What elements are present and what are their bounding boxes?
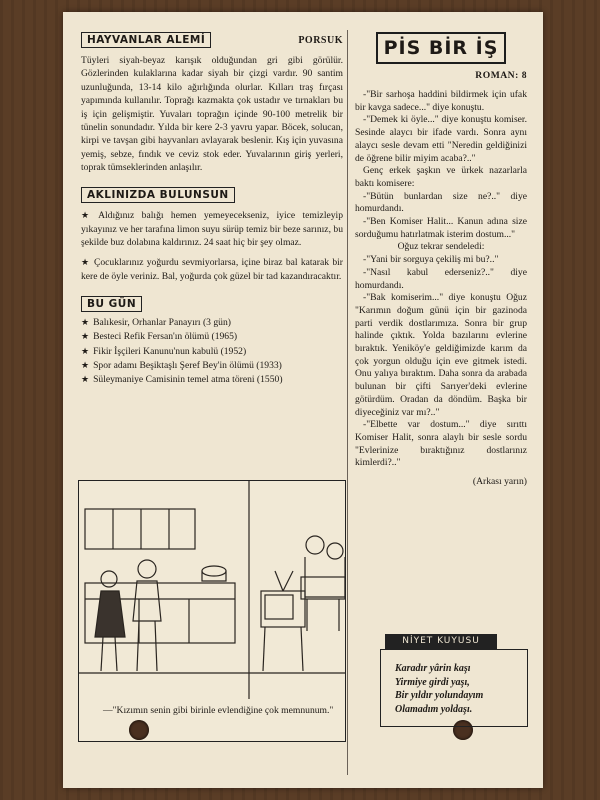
aklinizda-item: ★ Aldığınız balığı hemen yemeyecekseniz, iyice temizleyip yıkayınız ve her tarafına limon suyu sürüp temiz bir beze sarınız, bu şekilde buz dolabına kaldırınız. 24 saat hiç bir şey olmaz. [81, 209, 344, 249]
poem-line: Karadır yârin kaşı [395, 663, 471, 674]
bugun-item: ★ Besteci Refik Fersan'ın ölümü (1965) [81, 331, 238, 343]
hayvanlar-author: PORSUK [298, 34, 343, 46]
serial-paragraph: -"Demek ki öyle..." diye konuştu komiser. Sesinde alaycı bir ifade vardı. Sonra aynı alaycı sesle devam etti "Neredin geldiğinizi de öğrene bilir miyim acaba?.." [355, 114, 527, 164]
bugun-list [81, 316, 343, 388]
star-icon: ★ [81, 360, 90, 371]
right-column [355, 32, 527, 487]
left-column [81, 32, 343, 388]
aklinizda-section [81, 183, 343, 284]
serial-paragraph: -"Bütün bunlardan size ne?.." diye homurdandı. [355, 190, 527, 215]
cartoon-drawing [79, 481, 345, 699]
poem-line: Bir yıldır yolundayım [395, 690, 484, 701]
serial-paragraph: -"Bir sarhoşa haddini bildirmek için ufak bir kavga sadece..." diye konuştu. [355, 89, 527, 113]
serial-paragraph: -"Ben Komiser Halit... Kanun adına size sorduğumu hatırlatmak isterim dostum..." [355, 216, 527, 240]
serial-paragraph: Genç erkek şaşkın ve ürkek nazarlarla baktı komisere: [355, 165, 527, 189]
aklinizda-item: ★ Çocuklarınız yoğurdu sevmiyorlarsa, içine biraz bal katarak bir kere de öyle veriniz. Bal, yoğurda çok güzel bir tad kazandıracaktır. [81, 256, 343, 283]
star-icon: ★ [81, 346, 90, 357]
serial-title: PİS BİR İŞ [376, 32, 507, 64]
star-icon: ★ [81, 317, 90, 328]
serial-paragraph: Oğuz tekrar sendeledi: [397, 241, 485, 253]
niyet-poem [380, 649, 528, 727]
hayvanlar-text: Tüyleri siyah-beyaz karışık olduğundan gri gibi görülür. Gözlerinden kulaklarına kadar siyah bir çizgi vardır. 90 santim uzunluğunda, 13-14 kilo ağırlığında olurlar. Kılları traş fırçası yapımında kullanılır. Toprağı kazmakta çok ustadır ve tırnakları bu iş için gelişmiştir. Yuvaları toprağın içinde 90-100 metrelik bir tünelin sonundadır. Yılda bir kere 2-3 yavru yapar. Böcek, solucan, kirpi ve tavşan gibi hayvanları avlayarak beslenir. Kış için yuvasına yemiş, sebze, fındık ve ceviz stok eder. Yuvalarının giriş yerleri, toprak tümseklerinden anlaşılır. [81, 55, 343, 174]
bugun-item: ★ Spor adamı Beşiktaşlı Şeref Bey'in ölümü (1933) [81, 359, 282, 371]
bugun-item: ★ Balıkesir, Orhanlar Panayırı (3 gün) [81, 316, 231, 328]
bugun-heading: BU GÜN [81, 296, 142, 312]
poem-line: Yirmiye girdi yaşı, [395, 676, 470, 688]
star-icon: ★ [81, 210, 95, 221]
niyet-heading: NİYET KUYUSU [385, 634, 497, 650]
punch-hole [129, 720, 149, 740]
star-icon: ★ [81, 375, 90, 386]
poem-line: Olamadım yoldaşı. [395, 703, 473, 715]
cartoon-caption: —"Kızımın senin gibi birinle evlendiğine çok memnunum." [103, 705, 334, 716]
bugun-section [81, 292, 343, 388]
hayvanlar-heading: HAYVANLAR ALEMİ [81, 32, 211, 48]
star-icon: ★ [81, 257, 90, 268]
bugun-item: ★ Süleymaniye Camisinin temel atma töreni (1550) [81, 374, 283, 386]
serial-text [355, 89, 527, 470]
star-icon: ★ [81, 332, 90, 343]
serial-title-wrap [355, 32, 527, 64]
hayvanlar-header-row [81, 32, 343, 48]
serial-paragraph: -"Elbette var dostum..." diye sırıttı Komiser Halit, sonra alaylı bir sesle sordu "Evlerinize bıraktığınız dostlarınız kimlerdi?.." [355, 419, 527, 469]
cartoon-illustration [78, 480, 346, 742]
serial-paragraph: -"Bak komiserim..." diye konuştu Oğuz "Karımın doğum günü için bir gazinoda parti verdik dostlarımıza. Sonra bir grup halinde çıktık. Yolda bazılarını evlerine bıraktık. Yeniköy'e geldiğimizde karım da çok yorgun olduğu için eve gitmek istedi. Onu yalıya bıraktım. Daha sonra da arabada bulunan bir çifti Sarıyer'deki evlerine götürdüm. Oradan da döndüm. Başka bir diyeceğiniz var mı?.." [355, 292, 527, 418]
serial-paragraph: -"Nasıl kabul ederseniz?.." diye homurdandı. [355, 266, 527, 291]
aklinizda-heading: AKLINIZDA BULUNSUN [81, 187, 235, 203]
continued-note: (Arkası yarın) [472, 476, 527, 488]
serial-paragraph: -"Yani bir sorguya çekiliş mi bu?.." [363, 254, 499, 266]
serial-episode: ROMAN: 8 [475, 70, 527, 81]
bugun-item: ★ Fikir İşçileri Kanunu'nun kabulü (1952) [81, 345, 247, 357]
column-divider [347, 30, 348, 775]
